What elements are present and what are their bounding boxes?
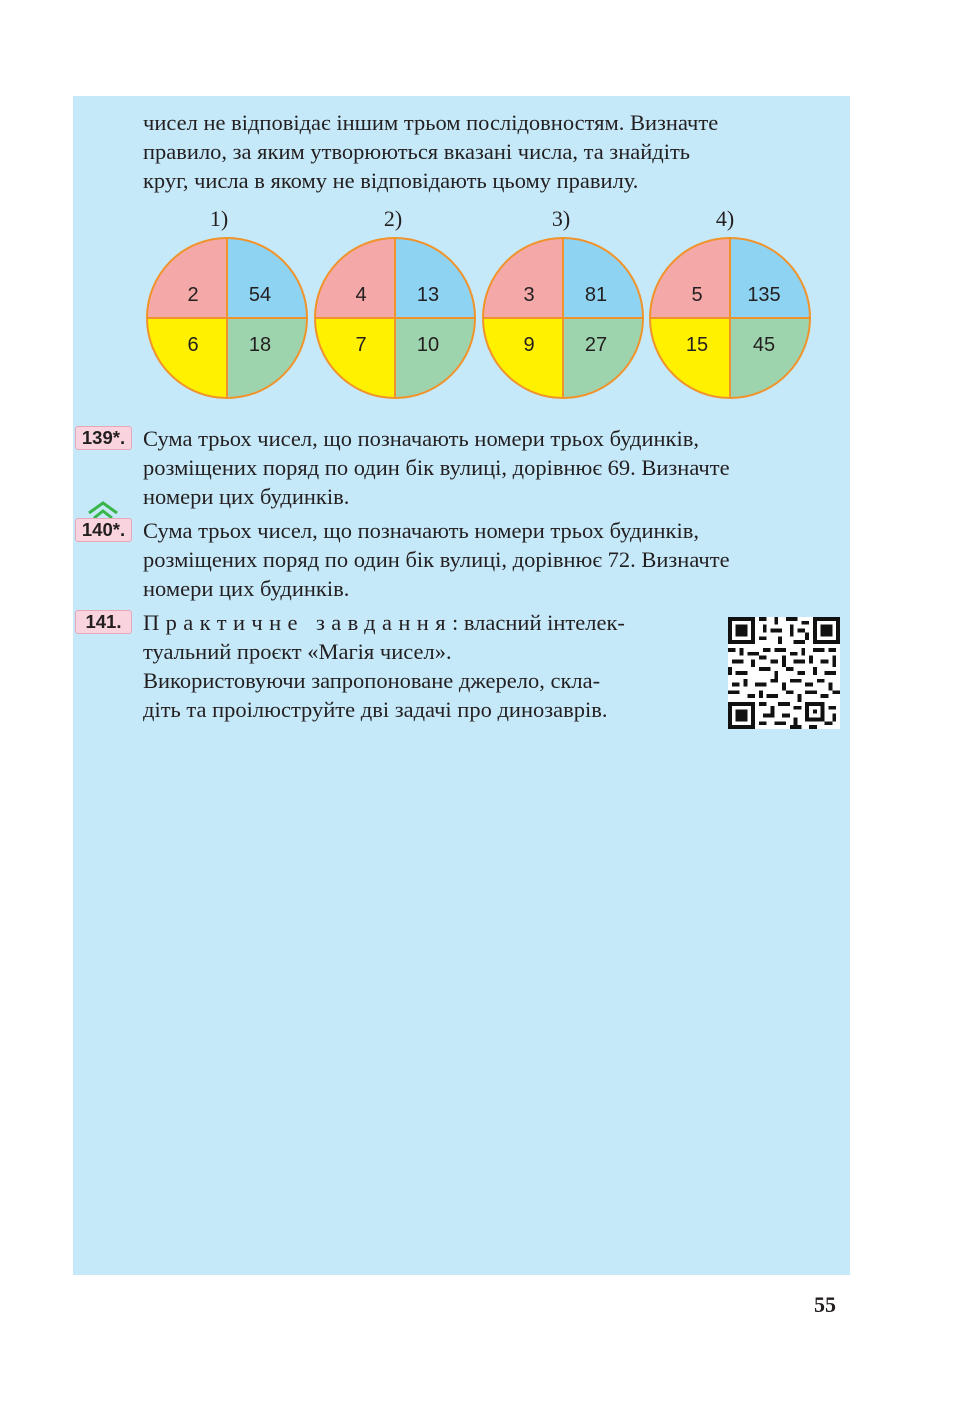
circle-value: 5	[691, 284, 703, 306]
task-line-rest: : власний інтелек-	[451, 610, 625, 635]
circle-value: 7	[355, 334, 367, 356]
circle-value: 81	[584, 284, 608, 306]
circle-quadrant-blue	[730, 238, 810, 318]
circle-quadrant-pink	[147, 238, 227, 318]
practical-task-title: Практичне завдання	[143, 610, 452, 635]
circle-quadrant-pink	[315, 238, 395, 318]
circle-quadrant-green	[227, 318, 307, 398]
circle-value: 135	[747, 284, 781, 306]
circle-quadrant-green	[563, 318, 643, 398]
task-line: номери цих будинків.	[143, 484, 350, 509]
page-number: 55	[814, 1292, 836, 1317]
circle-value: 2	[187, 284, 199, 306]
circle-label-1: 1)	[209, 206, 229, 231]
intro-line: круг, числа в якому не відповідають цьому правилу.	[143, 168, 639, 193]
task-line: Сума трьох чисел, що позначають номери трьох будинків,	[143, 426, 699, 451]
task-line: туальний проєкт «Магія чисел».	[143, 639, 452, 664]
circle-quadrant-blue	[395, 238, 475, 318]
circle-quadrant-pink	[483, 238, 563, 318]
intro-line: чисел не відповідає іншим трьом послідовностям. Визначте	[143, 110, 719, 135]
circle-value: 4	[355, 284, 367, 306]
circle-value: 27	[584, 334, 608, 356]
home-icon	[86, 501, 120, 519]
circle-value: 3	[523, 284, 535, 306]
circle-value: 18	[248, 334, 272, 356]
task-line: Сума трьох чисел, що позначають номери трьох будинків,	[143, 518, 699, 543]
circle-value: 45	[752, 334, 776, 356]
task-number-badge: 140*.	[75, 518, 132, 542]
circle-quadrant-yellow	[315, 318, 395, 398]
circle-value: 13	[416, 284, 440, 306]
circle-value: 54	[248, 284, 272, 306]
circle-quadrant-yellow	[650, 318, 730, 398]
intro-line: правило, за яким утворюються вказані числа, та знайдіть	[143, 139, 691, 164]
circle-quadrant-yellow	[147, 318, 227, 398]
circle-quadrant-blue	[563, 238, 643, 318]
task-140-text	[143, 516, 839, 603]
task-139-text	[143, 424, 839, 511]
qr-code-icon[interactable]	[728, 617, 840, 729]
number-circle-4	[650, 238, 810, 398]
circle-value: 15	[685, 334, 709, 356]
task-line: номери цих будинків.	[143, 576, 350, 601]
task-line	[143, 608, 708, 637]
circle-quadrant-green	[730, 318, 810, 398]
task-141-text	[143, 608, 708, 724]
circle-quadrant-pink	[650, 238, 730, 318]
circle-quadrant-green	[395, 318, 475, 398]
circle-value: 6	[187, 334, 199, 356]
circle-quadrant-yellow	[483, 318, 563, 398]
number-circle-2	[315, 238, 475, 398]
circle-value: 10	[416, 334, 440, 356]
task-line: діть та проілюструйте дві задачі про динозаврів.	[143, 697, 608, 722]
task-line: розміщених поряд по один бік вулиці, дорівнює 72. Визначте	[143, 547, 730, 572]
task-line: розміщених поряд по один бік вулиці, дорівнює 69. Визначте	[143, 455, 730, 480]
task-line: Використовуючи запропоноване джерело, скла-	[143, 668, 601, 693]
task-number-badge: 141.	[75, 610, 132, 634]
number-circles	[140, 234, 820, 404]
circle-value: 9	[523, 334, 535, 356]
number-circle-3	[483, 238, 643, 398]
task-number-badge: 139*.	[75, 426, 132, 450]
circle-quadrant-blue	[227, 238, 307, 318]
circle-label-4: 4)	[715, 206, 735, 231]
number-circle-1	[147, 238, 307, 398]
circle-label-3: 3)	[551, 206, 571, 231]
circle-label-2: 2)	[383, 206, 403, 231]
intro-paragraph	[143, 108, 839, 195]
